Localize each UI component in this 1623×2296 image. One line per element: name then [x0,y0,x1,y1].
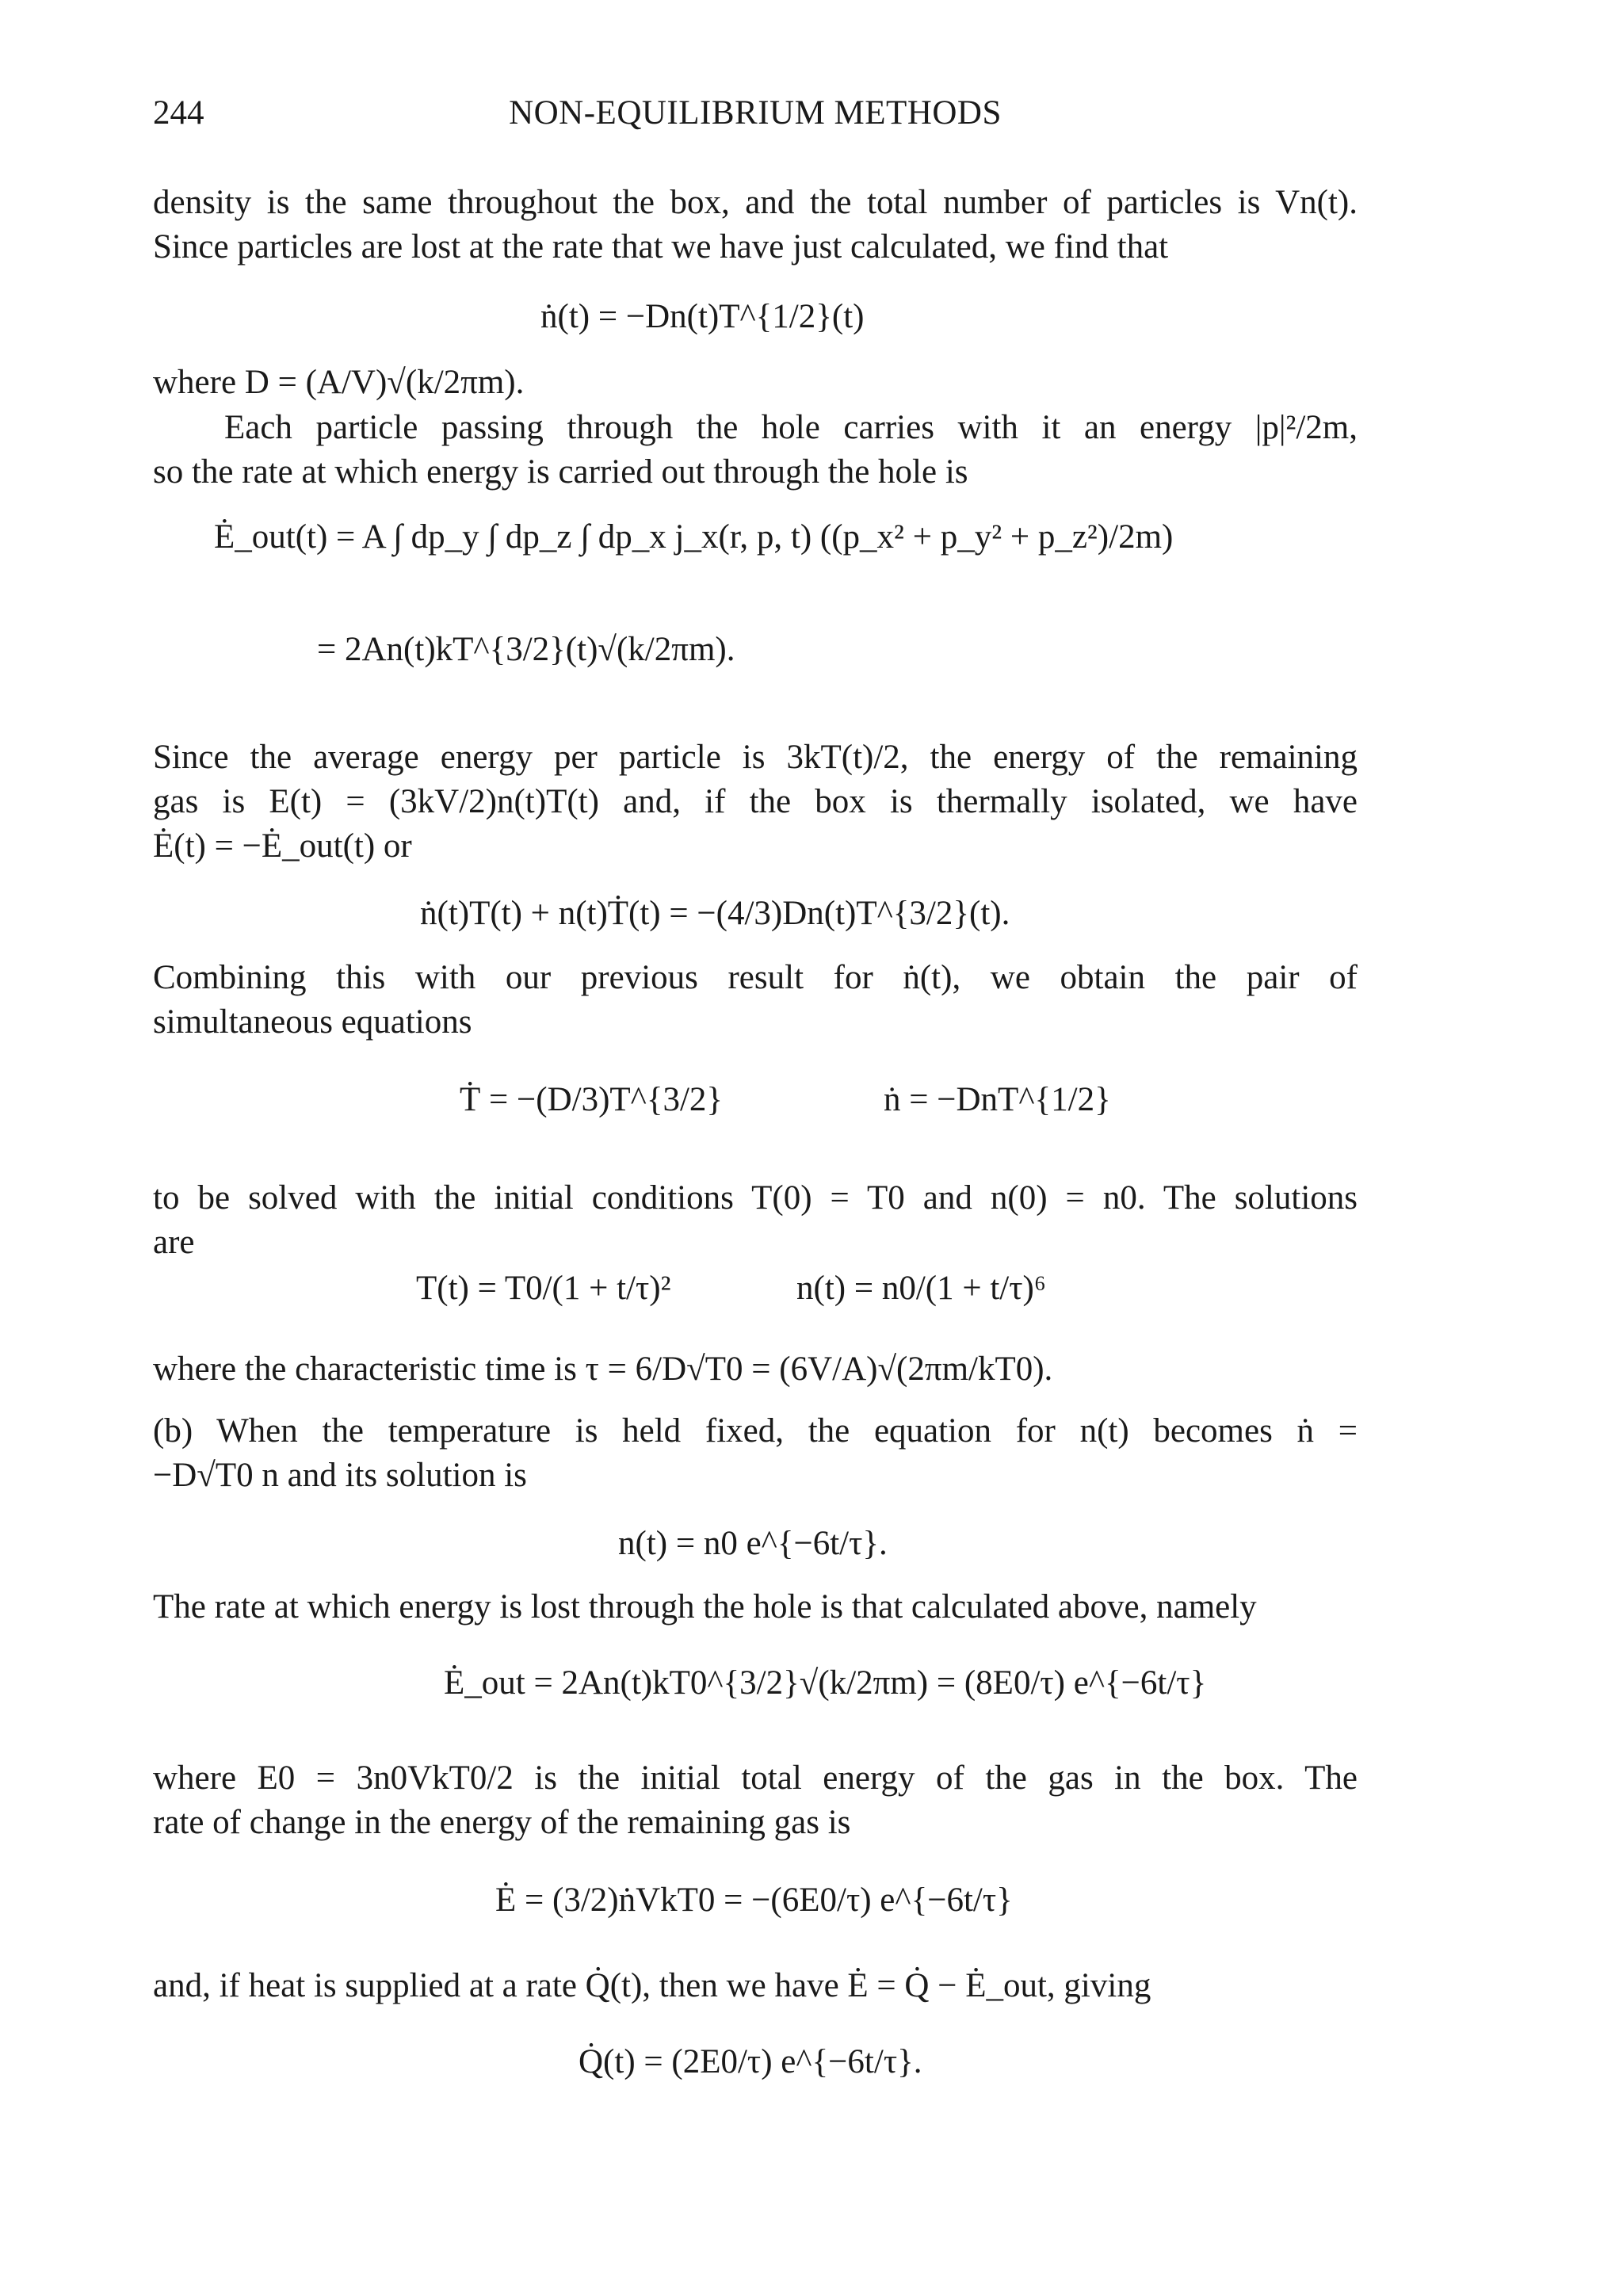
text-line: Combining this with our previous result for ṅ(t), we obtain the pair of [153,959,1358,996]
equation-ndot-text: ṅ(t) = −Dn(t)T^{1/2}(t) [540,298,865,335]
equation-eout-integral [214,515,1173,560]
equation-eout-integral-text: Ė_out(t) = A ∫ dp_y ∫ dp_z ∫ dp_x j_x(r, p, t) ((p_x² + p_y² + p_z²)/2m) [214,518,1174,556]
equation-T-solution [416,1266,671,1311]
text-line: where the characteristic time is τ = 6/D√T0 = (6V/A)√(2πm/kT0). [153,1350,1053,1388]
equation-tdot [460,1078,723,1122]
equation-n-exponential [618,1522,888,1566]
equation-n-exponential-text: n(t) = n0 e^{−6t/τ}. [618,1525,888,1562]
equation-ndot2 [884,1078,1111,1122]
equation-n-solution [796,1266,1046,1311]
text-line: rate of change in the energy of the remaining gas is [153,1804,851,1841]
equation-edot [495,1878,1013,1923]
equation-edot-text: Ė = (3/2)ṅVkT0 = −(6E0/τ) e^{−6t/τ} [495,1881,1013,1919]
equation-energy-balance-text: ṅ(t)T(t) + n(t)Ṫ(t) = −(4/3)Dn(t)T^{3/2}(t). [420,895,1010,932]
page-number: 244 [153,94,204,132]
text-line: Since particles are lost at the rate that we have just calculated, we find that [153,228,1169,266]
text-line: The rate at which energy is lost through the hole is that calculated above, namely [153,1588,1257,1626]
equation-eout-result [317,628,735,672]
text-line: gas is E(t) = (3kV/2)n(t)T(t) and, if the box is thermally isolated, we have [153,783,1358,820]
text-line: Each particle passing through the hole carries with it an energy |p|²/2m, [224,409,1358,446]
text-line: so the rate at which energy is carried out through the hole is [153,453,968,491]
equation-tdot-text: Ṫ = −(D/3)T^{3/2} [460,1081,724,1118]
text-line: −D√T0 n and its solution is [153,1457,527,1494]
text-line: Ė(t) = −Ė_out(t) or [153,827,412,865]
text-line: Since the average energy per particle is 3kT(t)/2, the energy of the remaining [153,739,1358,776]
equation-ndot [540,295,864,339]
page-header [153,94,1358,141]
text-line: density is the same throughout the box, and the total number of particles is Vn(t). [153,184,1358,221]
equation-eout-fixed [444,1661,1206,1706]
running-title: NON-EQUILIBRIUM METHODS [509,94,1002,132]
equation-qdot [579,2040,922,2084]
text-line: simultaneous equations [153,1003,472,1041]
equation-energy-balance [420,892,1010,936]
equation-T-solution-text: T(t) = T0/(1 + t/τ)² [416,1270,671,1307]
text-line: where D = (A/V)√(k/2πm). [153,364,525,401]
equation-n-solution-text: n(t) = n0/(1 + t/τ)⁶ [796,1270,1046,1307]
text-line: to be solved with the initial conditions T(0) = T0 and n(0) = n0. The solutions [153,1179,1358,1217]
text-line: (b) When the temperature is held fixed, the equation for n(t) becomes ṅ = [153,1412,1358,1450]
text-line: where E0 = 3n0VkT0/2 is the initial total energy of the gas in the box. The [153,1759,1358,1797]
equation-qdot-text: Q̇(t) = (2E0/τ) e^{−6t/τ}. [579,2043,922,2080]
equation-eout-result-text: = 2An(t)kT^{3/2}(t)√(k/2πm). [317,631,735,668]
text-line: are [153,1224,195,1261]
equation-eout-fixed-text: Ė_out = 2An(t)kT0^{3/2}√(k/2πm) = (8E0/τ) e^{−6t/τ} [444,1664,1207,1702]
text-line: and, if heat is supplied at a rate Q̇(t), then we have Ė = Q̇ − Ė_out, giving [153,1967,1151,2004]
equation-ndot2-text: ṅ = −DnT^{1/2} [884,1081,1111,1118]
